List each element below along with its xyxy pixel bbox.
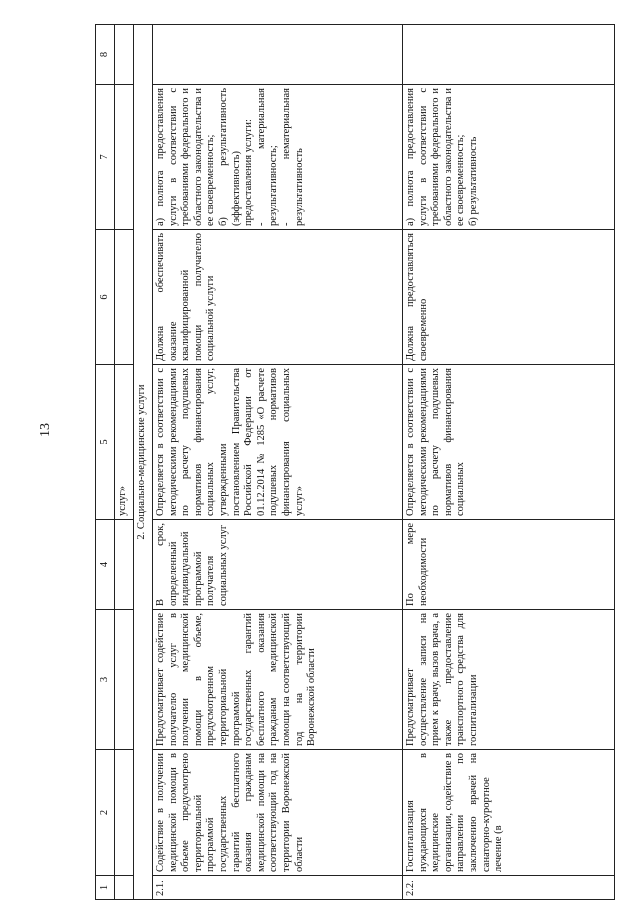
service-conditions: Должна предоставляться своевременно [403, 230, 615, 365]
header-col-2: 2 [96, 750, 115, 876]
quality-line: - материальная результативность; [255, 88, 280, 226]
section-title: 2. Социально-медицинские услуги [134, 25, 153, 900]
service-norm: Определяется в соответствии с методическими рекомендациями по расчету подушевых нормативов финансирования социальных [403, 365, 615, 520]
header-col-6: 6 [96, 230, 115, 365]
header-col-5: 5 [96, 365, 115, 520]
service-norm: Определяется в соответствии с методическими рекомендациями по расчету подушевых нормативов финансирования социальных услуг, утвержденными постановлением Правительства Российской Федерации от 01.12.2014 № 1285 «О расчете подушевых нормативов финансирования социальных услуг» [153, 365, 403, 520]
continued-row [115, 25, 134, 900]
quality-line: б) результативность (эффективность) предоставления услуги: [217, 88, 255, 226]
service-name: Госпитализация нуждающихся в медицинские организации, содействие в направлении по заключению врачей на санаторно-курортное лечение (в [403, 750, 615, 876]
continued-cell-2 [115, 750, 134, 876]
continued-cell-7 [115, 85, 134, 230]
table-row [153, 25, 403, 900]
continued-cell-8 [115, 25, 134, 85]
continued-cell-3 [115, 610, 134, 750]
quality-line: а) полнота предоставления услуги в соответствии с требованиями федерального и областного законодательства и ее своевременность; [155, 88, 217, 226]
header-col-4: 4 [96, 520, 115, 610]
section-row [134, 25, 153, 900]
header-col-3: 3 [96, 610, 115, 750]
service-col8 [403, 25, 615, 85]
service-quality [153, 85, 403, 230]
quality-line: а) полнота предоставления услуги в соответствии с требованиями федерального и областного законодательства и ее своевременность; [405, 88, 467, 226]
continued-cell-1 [115, 876, 134, 900]
service-term: В срок, определенный индивидуальной программой получателя социальных услуг [153, 520, 403, 610]
quality-line: б) результативность [467, 136, 479, 226]
service-description: Предусматривает осуществление записи на прием к врачу, вызов врача, а также предоставление транспортного средства для госпитализации [403, 610, 615, 750]
service-term: По мере необходимости [403, 520, 615, 610]
service-conditions: Должна обеспечивать оказание квалифицированной помощи получателю социальной услуги [153, 230, 403, 365]
header-col-7: 7 [96, 85, 115, 230]
continued-cell-4 [115, 520, 134, 610]
row-number: 2.1. [153, 876, 403, 900]
service-quality [403, 85, 615, 230]
quality-line: - нематериальная результативность [280, 88, 305, 226]
continued-cell-6 [115, 230, 134, 365]
header-row [96, 25, 115, 900]
page-number: 13 [38, 423, 53, 437]
continued-cell-5: услуг» [115, 365, 134, 520]
services-table [95, 24, 615, 900]
table-row [403, 25, 615, 900]
service-description: Предусматривает содействие получателю услуг в получении медицинской помощи в объеме, предусмотренном территориальной программой государственных гарантий бесплатного оказания гражданам медицинской помощи на соответствующий год на территории Воронежской области [153, 610, 403, 750]
service-col8 [153, 25, 403, 85]
row-number: 2.2. [403, 876, 615, 900]
service-name: Содействие в получении медицинской помощи в объеме предусмотрено территориальной программой государственных гарантий бесплатного оказания гражданам медицинской помощи на соответствующий год на территории Воронежской области [153, 750, 403, 876]
header-col-1: 1 [96, 876, 115, 900]
services-table-wrapper [95, 25, 615, 900]
header-col-8: 8 [96, 25, 115, 85]
